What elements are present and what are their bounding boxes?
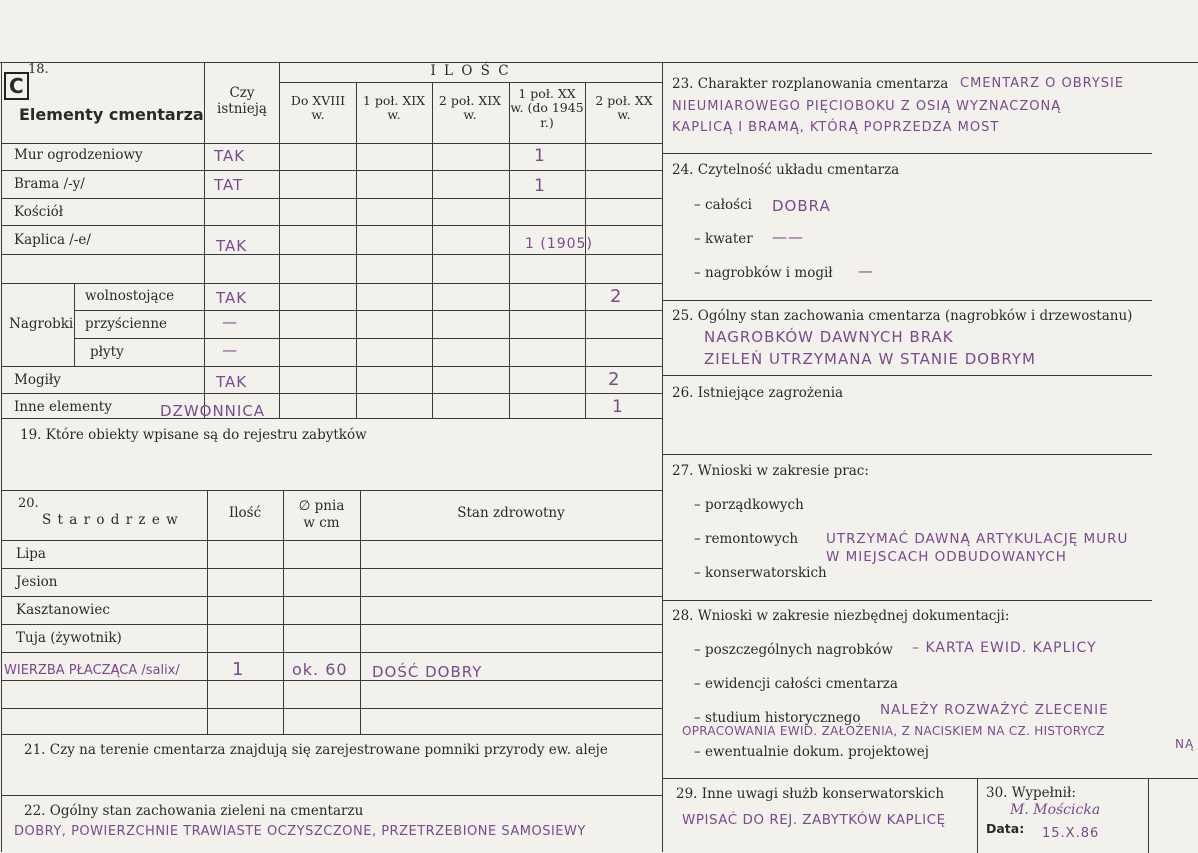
hw-section-28-line2: OPRACOWANIA EWID. ZAŁOŻENIA, Z NACISKIEM NA CZ. HISTORYCZ: [682, 724, 1105, 738]
hw-section-28-line1: NALEŻY ROZWAŻYĆ ZLECENIE: [880, 702, 1109, 718]
hw-tree-name: WIERZBA PŁACZĄCA /salix/: [4, 663, 180, 678]
hw-plyty-exists: —: [222, 341, 238, 359]
row-label-mur: Mur ogrodzeniowy: [14, 147, 143, 163]
hw-calosci: DOBRA: [772, 197, 831, 215]
tree-tuja: Tuja (żywotnik): [16, 630, 122, 646]
hw-section-23-line1: CMENTARZ O OBRYSIE: [960, 76, 1125, 91]
col-header-2: 1 poł. XIX w.: [362, 93, 426, 123]
tree-header-ilosc: Ilość: [228, 505, 262, 521]
hw-tree-diam: ok. 60: [292, 660, 348, 679]
hw-mogily-exists: TAK: [216, 373, 248, 391]
section-26-label: 26. Istniejące zagrożenia: [672, 385, 844, 401]
row-label-mogily: Mogiły: [14, 372, 61, 388]
hw-section-25-line2: ZIELEŃ UTRZYMANA W STANIE DOBRYM: [704, 350, 1036, 368]
hw-mur-exists: TAK: [214, 147, 246, 165]
hw-wolnostojace-exists: TAK: [216, 289, 248, 307]
col-header-5: 2 poł. XX w.: [595, 93, 653, 123]
row-label-brama: Brama /-y/: [14, 176, 85, 192]
section-25-label: 25. Ogólny stan zachowania cmentarza (nagrobków i drzewostanu): [672, 308, 1133, 324]
hw-signature: M. Mościcka: [1010, 802, 1101, 818]
hw-section-27-line2: W MIEJSCACH ODBUDOWANYCH: [826, 549, 1067, 565]
item-studium: – studium historycznego: [694, 710, 861, 726]
tree-lipa: Lipa: [16, 546, 46, 562]
hw-section-25-line1: NAGROBKÓW DAWNYCH BRAK: [704, 328, 954, 346]
item-remontowych: – remontowych: [694, 531, 799, 547]
row-label-kaplica: Kaplica /-e/: [14, 232, 91, 248]
section-18-title: Elementy cmentarza: [19, 105, 204, 124]
col-header-4: 1 poł. XX w. (do 1945 r.): [510, 86, 584, 130]
hw-section-27-line1: UTRZYMAĆ DAWNĄ ARTYKULACJĘ MURU: [826, 531, 1129, 547]
section-19-label: 19. Które obiekty wpisane są do rejestru zabytków: [20, 427, 367, 443]
item-calosci: – całości: [694, 197, 752, 213]
section-30-label: 30. Wypełnił:: [986, 785, 1076, 801]
section-20-number: 20.: [18, 496, 39, 511]
section-20-title: S t a r o d r z e w: [42, 512, 179, 528]
item-poszczegolnych: – poszczególnych nagrobków: [694, 642, 893, 658]
hw-nagrobkow: —: [858, 262, 874, 280]
tree-header-stan: Stan zdrowotny: [457, 505, 565, 521]
hw-section-22: DOBRY, POWIERZCHNIE TRAWIASTE OCZYSZCZONE, PRZETRZEBIONE SAMOSIEWY: [14, 824, 586, 839]
section-18-number: 18.: [28, 62, 49, 77]
hw-section-23-line3: KAPLICĄ I BRAMĄ, KTÓRĄ POPRZEDZA MOST: [672, 120, 1000, 135]
hw-section-28-nagrobkow: – KARTA EWID. KAPLICY: [912, 640, 1097, 656]
hw-brama-count: 1: [534, 176, 546, 196]
subrow-wolnostojace: wolnostojące: [85, 288, 175, 304]
hw-inne-exists: DZWONNICA: [160, 402, 266, 420]
section-21-label: 21. Czy na terenie cmentarza znajdują się zarejestrowane pomniki przyrody ew. aleje: [24, 742, 608, 758]
section-22-label: 22. Ogólny stan zachowania zieleni na cmentarzu: [24, 803, 364, 819]
col-header-1: Do XVIII w.: [290, 93, 346, 123]
row-label-inne: Inne elementy: [14, 399, 112, 415]
section-27-label: 27. Wnioski w zakresie prac:: [672, 463, 869, 479]
col-header-3: 2 poł. XIX w.: [438, 93, 502, 123]
hw-date: 15.X.86: [1042, 826, 1100, 841]
item-konserwatorskich: – konserwatorskich: [694, 565, 827, 581]
hw-section-23-line2: NIEUMIAROWEGO PIĘCIOBOKU Z OSIĄ WYZNACZONĄ: [672, 99, 1062, 114]
item-ewidencji: – ewidencji całości cmentarza: [694, 676, 898, 692]
hw-mur-count: 1: [534, 146, 546, 166]
tree-header-pnia: ∅ pnia: [298, 498, 345, 514]
hw-inne-count: 1: [612, 397, 624, 417]
subrow-plyty: płyty: [90, 344, 124, 360]
hw-mogily-count: 2: [608, 369, 621, 390]
section-letter: C: [4, 72, 29, 100]
section-28-label: 28. Wnioski w zakresie niezbędnej dokumentacji:: [672, 608, 1010, 624]
hw-brama-exists: TAT: [214, 176, 244, 194]
hw-section-28-line3: NĄ: [1175, 737, 1195, 751]
item-porzadkowych: – porządkowych: [694, 497, 804, 513]
tree-jesion: Jesion: [16, 574, 58, 590]
section-29-label: 29. Inne uwagi służb konserwatorskich: [676, 786, 945, 802]
hw-kwater: ——: [772, 228, 804, 246]
header-czy-istnieja: Czy istnieją: [217, 85, 267, 117]
tree-kasztanowiec: Kasztanowiec: [16, 602, 110, 618]
hw-kaplica-exists: TAK: [216, 237, 248, 255]
item-nagrobkow: – nagrobków i mogił: [694, 265, 833, 281]
date-label: Data:: [986, 821, 1025, 836]
tree-header-wcm: w cm: [303, 515, 340, 531]
hw-kaplica-count: 1 (1905): [525, 236, 593, 252]
item-ewentualnie: – ewentualnie dokum. projektowej: [694, 744, 929, 760]
row-label-kosciol: Kościół: [14, 204, 64, 220]
hw-tree-qty: 1: [232, 659, 245, 680]
subrow-przyscienne: przyścienne: [85, 316, 168, 332]
hw-wolnostojace-count: 2: [610, 286, 623, 307]
hw-tree-state: DOŚĆ DOBRY: [372, 663, 483, 681]
item-kwater: – kwater: [694, 231, 753, 247]
section-23-label: 23. Charakter rozplanowania cmentarza: [672, 76, 949, 92]
hw-section-29: WPISAĆ DO REJ. ZABYTKÓW KAPLICĘ: [682, 812, 946, 828]
section-24-label: 24. Czytelność układu cmentarza: [672, 162, 900, 178]
hw-przyscienne-exists: —: [222, 313, 238, 331]
header-ilosc: I L O Ś C: [430, 63, 511, 79]
row-label-nagrobki: Nagrobki: [9, 316, 74, 332]
